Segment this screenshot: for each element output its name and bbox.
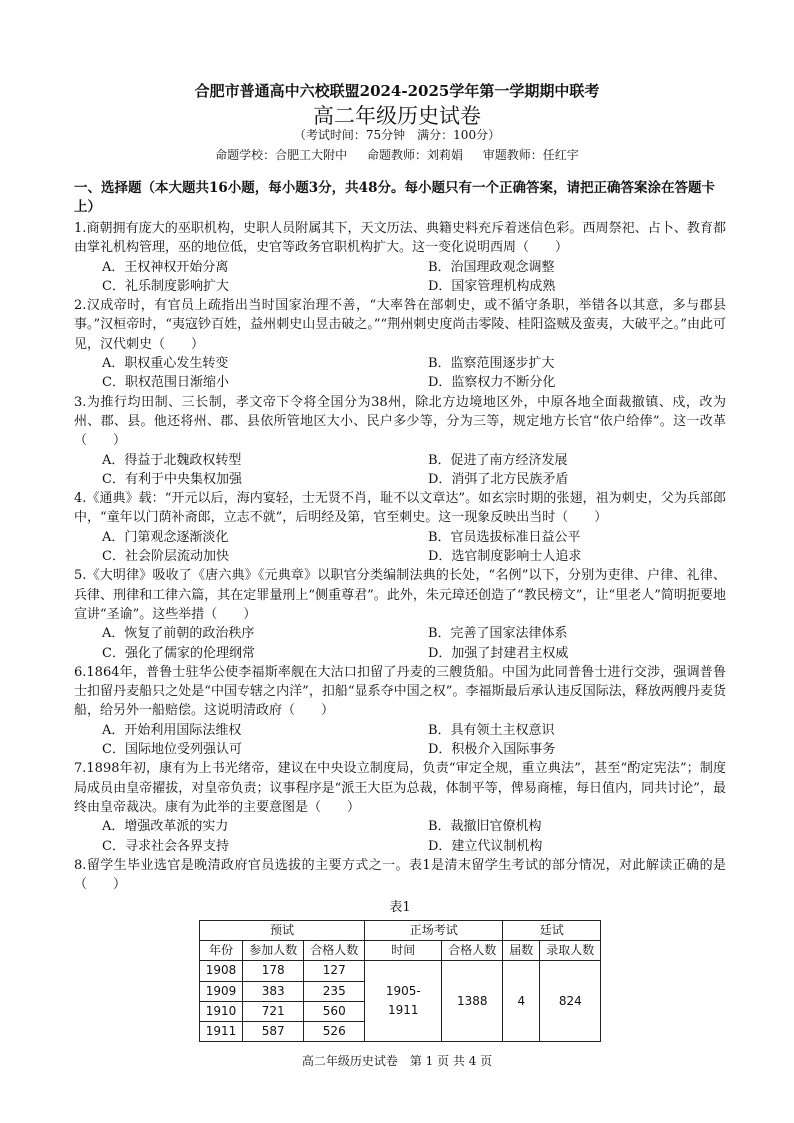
table-caption: 表1 xyxy=(389,900,411,916)
question-5 xyxy=(74,566,726,662)
column-header: 年份 xyxy=(199,940,243,960)
column-header: 参加人数 xyxy=(243,940,304,960)
question-stem: 5.《大明律》吸收了《唐六典》《元典章》以职官分类编制法典的长处，“名例”以下，分别为吏律、户律、礼律、兵律、刑律和工律六篇，其在定罪量刑上“侧重尊君”。此外，朱元璋还创造了“教民榜文”，让“里老人”简明扼要地宣讲“圣谕”。这些举措（ ） xyxy=(74,568,726,622)
option-list xyxy=(74,624,726,663)
table-cell: 1905-1911 xyxy=(365,961,442,1042)
question-2 xyxy=(74,296,726,392)
table-cell: 178 xyxy=(243,961,304,981)
table-row xyxy=(199,961,601,981)
question-4 xyxy=(74,489,726,566)
table-cell: 4 xyxy=(503,961,540,1042)
question-6 xyxy=(74,663,726,759)
question-stem: 1.商朝拥有庞大的巫职机构，史职人员附属其下，天文历法、典籍史料充斥着迷信色彩。西周祭祀、占卜、教育都由掌礼机构管理，巫的地位低，史官等政务官职机构扩大。这一变化说明西周（ ） xyxy=(74,221,726,256)
option-a: A．恢复了前朝的政治秩序 xyxy=(102,626,255,642)
question-stem: 4.《通典》载：“开元以后，海内宴轻，士无贤不肖，耻不以文章达”。如玄宗时期的张翅，祖为刺史，父为兵部郎中，“童年以门荫补斋郎，立志不就”，后明经及第，官至刺史。这一现象反映出当时（ ） xyxy=(74,491,726,526)
exam-title: 高二年级历史试卷 xyxy=(313,104,481,128)
table-cell: 1910 xyxy=(199,1001,243,1021)
option-list xyxy=(74,258,726,297)
option-list xyxy=(74,721,726,760)
column-header: 录取人数 xyxy=(540,940,601,960)
exam-header: 合肥市普通高中六校联盟2024-2025学年第一学期期中联考 xyxy=(194,82,600,100)
option-b: B．具有领土主权意识 xyxy=(428,722,555,738)
option-d: D．国家管理机构成熟 xyxy=(428,278,556,294)
option-b: B．促进了南方经济发展 xyxy=(428,452,568,468)
group-header: 正场考试 xyxy=(365,920,503,940)
option-a: A．开始利用国际法维权 xyxy=(102,722,242,738)
question-8 xyxy=(74,856,726,895)
option-list xyxy=(74,451,726,490)
section-title: 一、选择题（本大题共16小题，每小题3分，共48分。每小题只有一个正确答案，请把正确答案涂在答题卡上） xyxy=(74,180,715,215)
table-cell: 1909 xyxy=(199,981,243,1001)
table-cell: 587 xyxy=(243,1022,304,1042)
option-a: A．门第观念逐渐淡化 xyxy=(102,529,229,545)
column-header: 届数 xyxy=(503,940,540,960)
data-table xyxy=(199,920,602,1043)
option-b: B．裁撤旧官僚机构 xyxy=(428,819,542,835)
option-b: B．监察范围逐步扩大 xyxy=(428,356,555,372)
table-cell: 560 xyxy=(304,1001,365,1021)
table-cell: 127 xyxy=(304,961,365,981)
question-3 xyxy=(74,393,726,489)
question-stem: 6.1864年，普鲁士驻华公使李福斯率舰在大沽口扣留了丹麦的三艘货船。中国为此同普鲁士进行交涉，强调普鲁士扣留丹麦船只之处是“中国专辖之内洋”，扣船“显系夺中国之权”。李福斯最后承认违反国际法，释放两艘丹麦货船，给另外一船赔偿。这说明清政府（ ） xyxy=(74,664,726,719)
questions-area xyxy=(74,219,726,1042)
option-c: C．礼乐制度影响扩大 xyxy=(102,278,229,294)
option-d: D．积极介入国际事务 xyxy=(428,742,556,758)
table-cell: 383 xyxy=(243,981,304,1001)
option-d: D．选官制度影响士人追求 xyxy=(428,549,582,565)
table-cell: 824 xyxy=(540,961,601,1042)
question-7 xyxy=(74,759,726,855)
table-cell: 235 xyxy=(304,981,365,1001)
option-d: D．消弭了北方民族矛盾 xyxy=(428,471,569,487)
question-stem: 2.汉成帝时，有官员上疏指出当时国家治理不善，“大率咎在部刺史，或不循守条职，举错各以其意，多与郡县事。”汉桓帝时，“夷寇钞百姓，益州刺史山昱击破之。”“荆州刺史度尚击零陵、桂阳盗贼及蛮夷，大破平之。”由此可见，汉代刺史（ ） xyxy=(74,298,726,352)
table-cell: 526 xyxy=(304,1022,365,1042)
exam-authors: 命题学校：合肥工大附中 命题教师：刘莉娟 审题教师：任红宇 xyxy=(215,148,579,162)
option-c: C．社会阶层流动加快 xyxy=(102,549,229,565)
option-d: D．加强了封建君主权威 xyxy=(428,645,569,661)
question-stem: 8.留学生毕业选官是晚清政府官员选拔的主要方式之一。表1是清末留学生考试的部分情况，对此解读正确的是（ ） xyxy=(74,857,726,893)
option-d: D．建立代议制机构 xyxy=(428,838,543,854)
table-cell: 1908 xyxy=(199,961,243,981)
column-header: 合格人数 xyxy=(304,940,365,960)
group-header: 预试 xyxy=(199,920,365,940)
option-a: A．王权神权开始分离 xyxy=(102,259,229,275)
option-c: C．国际地位受列强认可 xyxy=(102,742,242,758)
option-b: B．治国理政观念调整 xyxy=(428,259,555,275)
option-a: A．得益于北魏政权转型 xyxy=(102,452,242,468)
option-list xyxy=(74,354,726,393)
option-c: C．寻求社会各界支持 xyxy=(102,838,229,854)
option-a: A．增强改革派的实力 xyxy=(102,819,229,835)
table-cell: 721 xyxy=(243,1001,304,1021)
option-list xyxy=(74,817,726,856)
column-header: 时间 xyxy=(365,940,442,960)
table-cell: 1911 xyxy=(199,1022,243,1042)
question-1 xyxy=(74,219,726,296)
option-list xyxy=(74,528,726,567)
option-d: D．监察权力不断分化 xyxy=(428,375,556,391)
option-b: B．官员选拔标准日益公平 xyxy=(428,529,581,545)
option-c: C．职权范围日渐缩小 xyxy=(102,375,229,391)
column-header: 合格人数 xyxy=(442,940,503,960)
question-stem: 7.1898年初，康有为上书光绪帝，建议在中央设立制度局，负责“审定全规，重立典法”，甚至“酌定宪法”；制度局成员由皇帝擢拔，对皇帝负责；议事程序是“派王大臣为总裁，体制平等，俾易商榷，每日值内，同共讨论”，最终由皇帝裁决。康有为此举的主要意图是（ ） xyxy=(74,761,726,815)
group-header: 廷试 xyxy=(503,920,601,940)
option-a: A．职权重心发生转变 xyxy=(102,356,229,372)
page-footer: 高二年级历史试卷 第 1 页 共 4 页 xyxy=(301,1054,493,1068)
option-c: C．强化了儒家的伦理纲常 xyxy=(102,645,255,661)
question-stem: 3.为推行均田制、三长制，孝文帝下令将全国分为38州，除北方边境地区外，中原各地全面裁撤镇、戍，改为州、郡、县。他还将州、郡、县依所管地区大小、民户多少等，分为三等，规定地方长官“依户给俸”。这一改革（ ） xyxy=(74,394,726,449)
option-c: C．有利于中央集权加强 xyxy=(102,471,242,487)
table-cell: 1388 xyxy=(442,961,503,1042)
option-b: B．完善了国家法律体系 xyxy=(428,626,568,642)
exam-info: （考试时间：75分钟 满分：100分） xyxy=(293,128,501,142)
